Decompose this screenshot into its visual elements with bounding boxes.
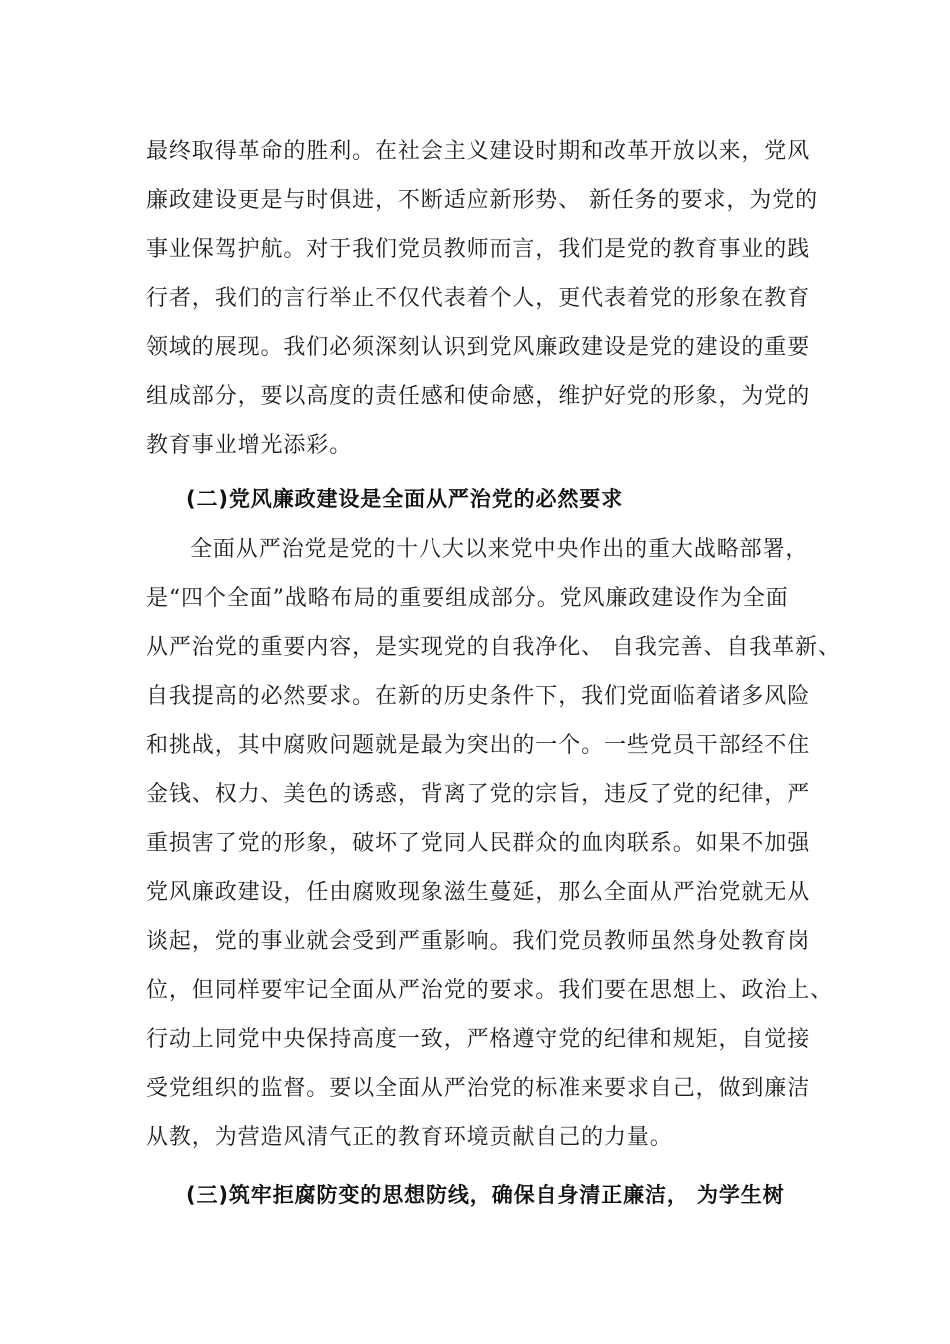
paragraph-line: 受党组织的监督。要以全面从严治党的标准来要求自己，做到廉洁 bbox=[146, 1076, 811, 1101]
paragraph-line: 谈起，党的事业就会受到严重影响。我们党员教师虽然身处教育岗 bbox=[146, 929, 811, 954]
paragraph-line: 最终取得革命的胜利。在社会主义建设时期和改革开放以来，党风 bbox=[146, 139, 811, 164]
paragraph-line: 组成部分，要以高度的责任感和使命感，维护好党的形象，为党的 bbox=[146, 384, 811, 409]
paragraph-line: 是“四个全面”战略布局的重要组成部分。党风廉政建设作为全面 bbox=[146, 586, 789, 611]
paragraph-line: 金钱、权力、美色的诱惑，背离了党的宗旨，违反了党的纪律，严 bbox=[146, 782, 811, 807]
paragraph-line: 自我提高的必然要求。在新的历史条件下，我们党面临着诸多风险 bbox=[146, 684, 811, 709]
paragraph-line: 党风廉政建设，任由腐败现象滋生蔓延，那么全面从严治党就无从 bbox=[146, 880, 811, 905]
paragraph-line: 和挑战，其中腐败问题就是最为突出的一个。一些党员干部经不住 bbox=[146, 733, 811, 758]
paragraph-line: 行动上同党中央保持高度一致，严格遵守党的纪律和规矩，自觉接 bbox=[146, 1027, 811, 1052]
section-heading-3: (三)筑牢拒腐防变的思想防线，确保自身清正廉洁， 为学生树 bbox=[186, 1183, 785, 1207]
paragraph-line: 全面从严治党是党的十八大以来党中央作出的重大战略部署， bbox=[190, 537, 809, 562]
paragraph-line: 行者，我们的言行举止不仅代表着个人，更代表着党的形象在教育 bbox=[146, 286, 811, 311]
paragraph-line: 廉政建设更是与时俱进，不断适应新形势、 新任务的要求，为党的 bbox=[146, 188, 818, 213]
paragraph-line: 领域的展现。我们必须深刻认识到党风廉政建设是党的建设的重要 bbox=[146, 335, 811, 360]
paragraph-line: 教育事业增光添彩。 bbox=[146, 433, 353, 458]
section-heading-2: (二)党风廉政建设是全面从严治党的必然要求 bbox=[186, 487, 624, 511]
paragraph-line: 重损害了党的形象，破坏了党同人民群众的血肉联系。如果不加强 bbox=[146, 831, 811, 856]
paragraph-line: 事业保驾护航。对于我们党员教师而言，我们是党的教育事业的践 bbox=[146, 237, 811, 262]
paragraph-line: 位，但同样要牢记全面从严治党的要求。我们要在思想上、政治上、 bbox=[146, 978, 834, 1003]
paragraph-line: 从严治党的重要内容，是实现党的自我净化、 自我完善、自我革新、 bbox=[146, 635, 841, 660]
paragraph-line: 从教，为营造风清气正的教育环境贡献自己的力量。 bbox=[146, 1125, 673, 1150]
